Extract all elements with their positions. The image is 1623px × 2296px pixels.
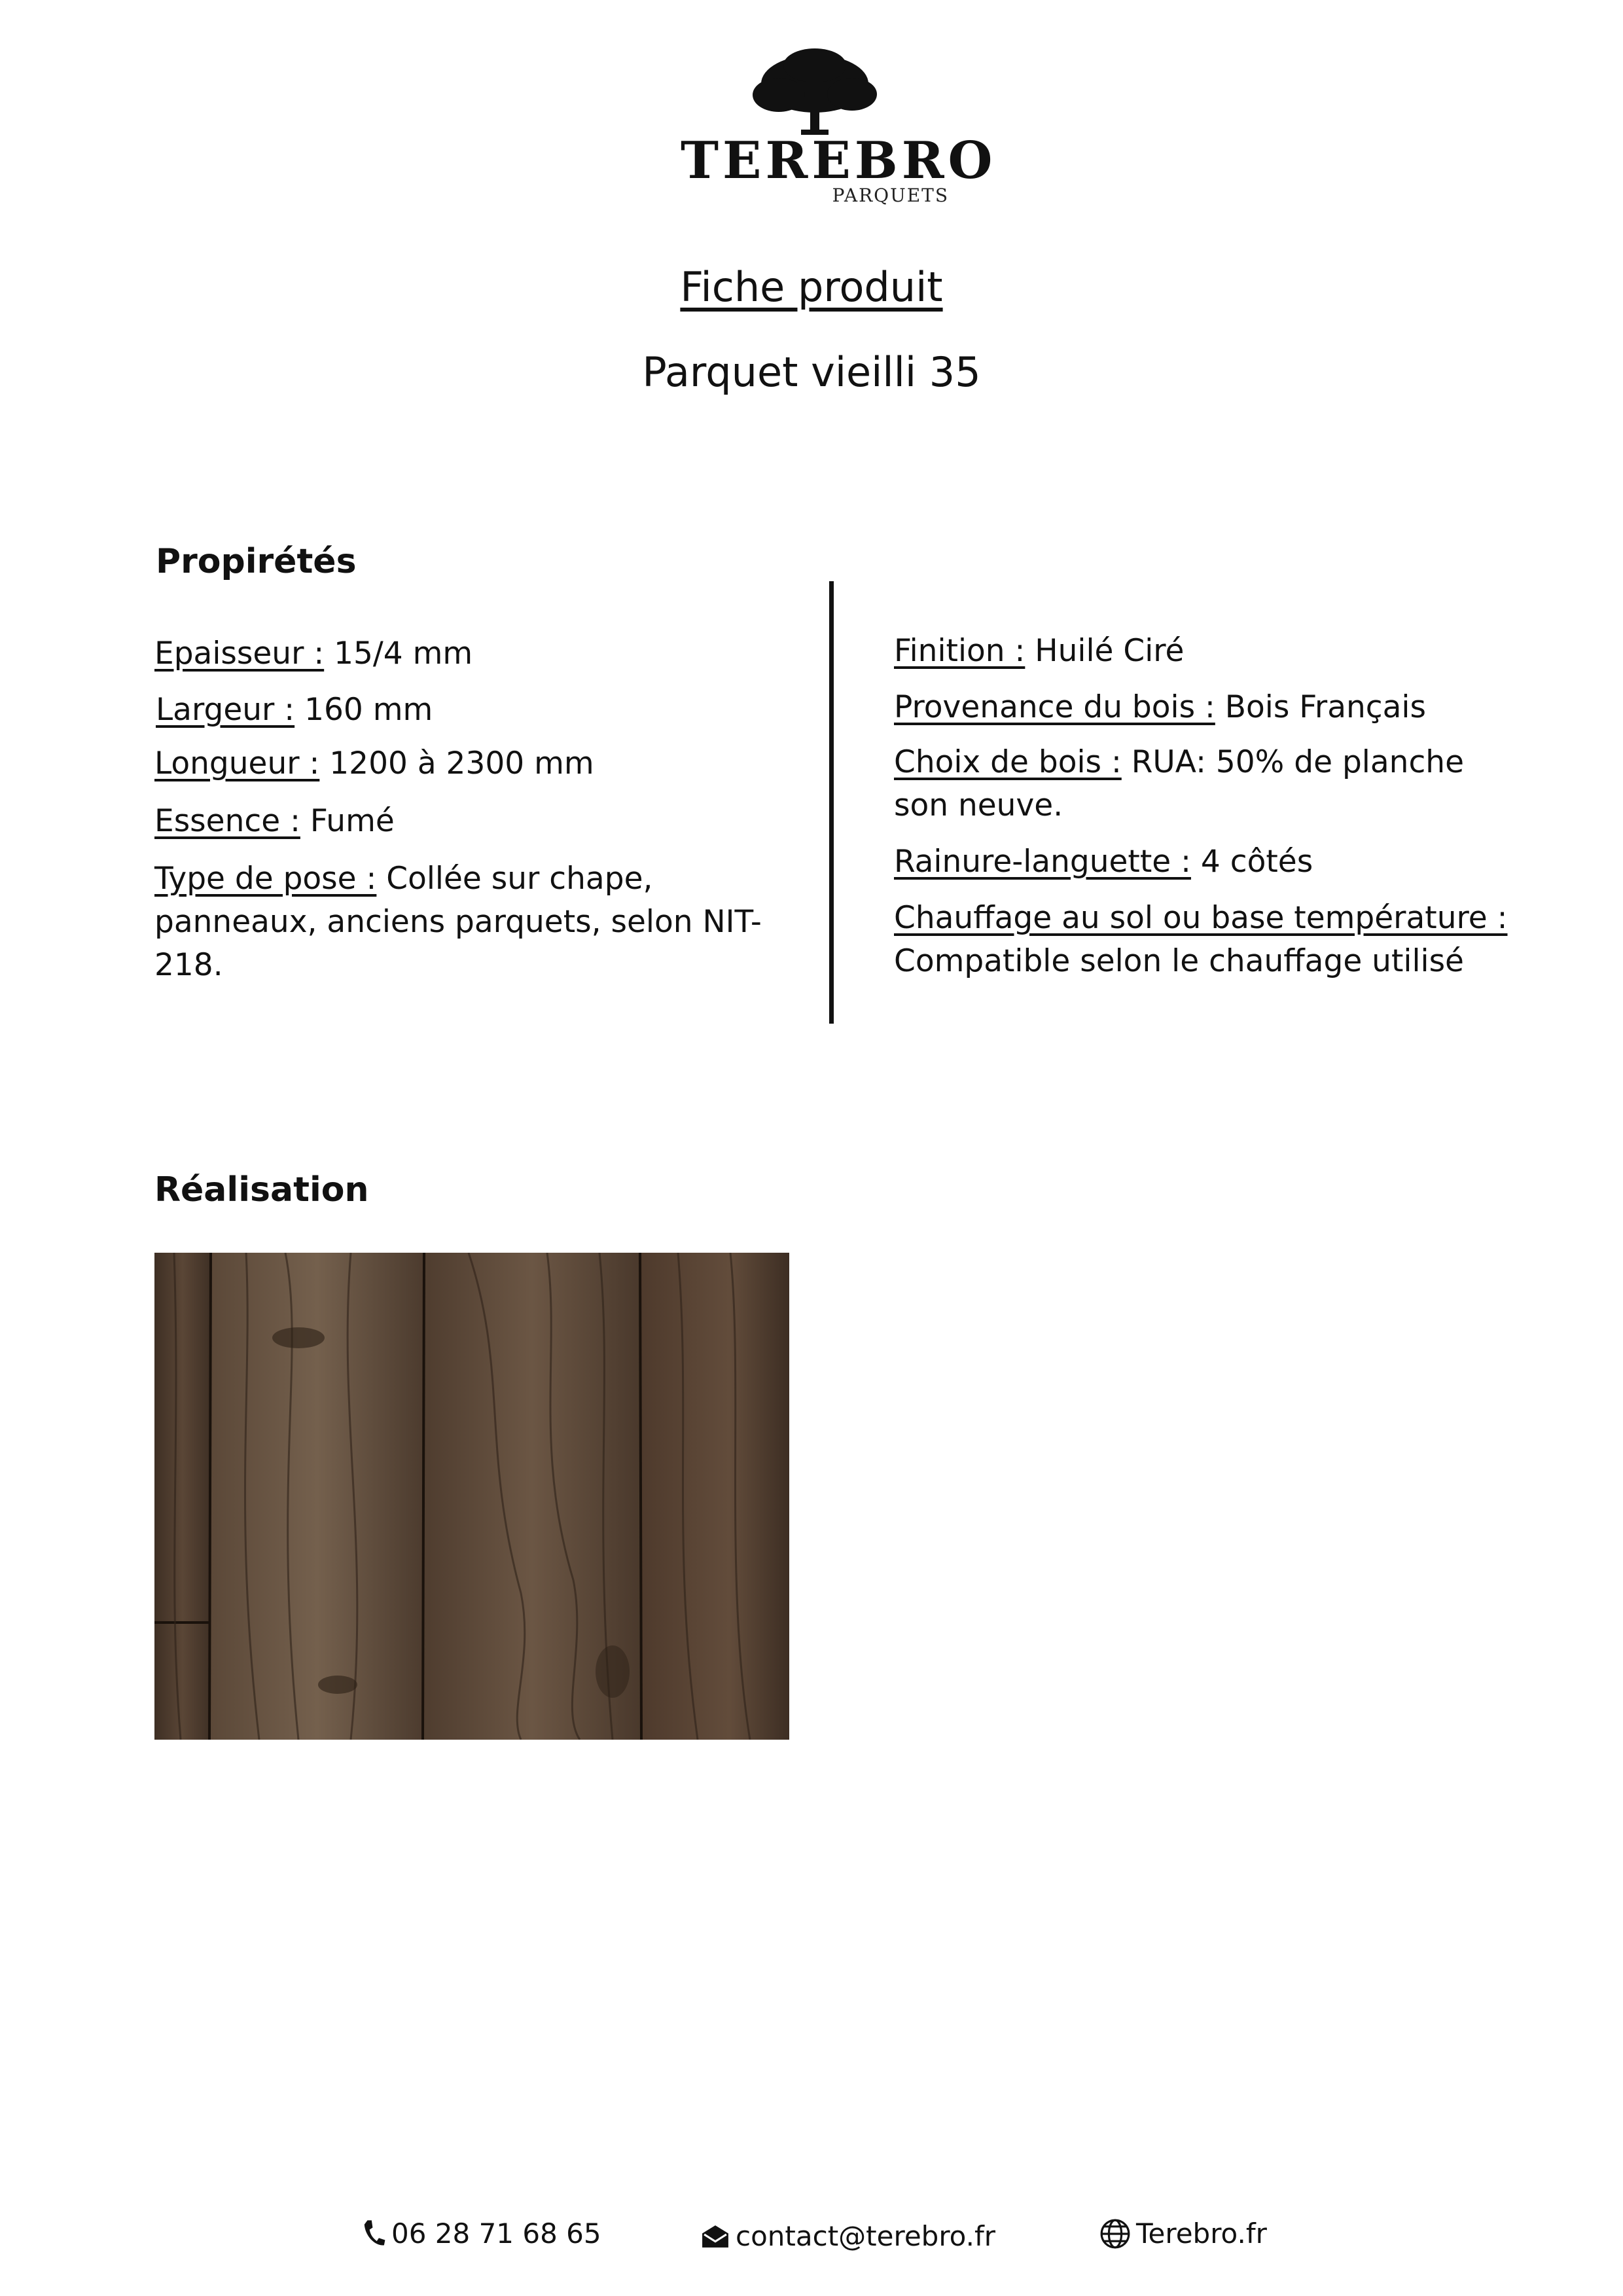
footer-website[interactable] <box>1099 2217 1267 2250</box>
property-label: Provenance du bois : <box>894 689 1215 725</box>
brand-subtitle: PARQUETS <box>832 185 949 206</box>
property-rainure-languette <box>894 840 1548 884</box>
property-value: 160 mm <box>294 692 433 728</box>
property-value: Huilé Ciré <box>1025 633 1185 669</box>
property-largeur <box>156 689 804 732</box>
property-choix-de-bois <box>894 741 1483 827</box>
property-value: 1200 à 2300 mm <box>319 745 594 781</box>
website-link: Terebro.fr <box>1136 2217 1267 2250</box>
property-provenance <box>894 686 1548 729</box>
property-value: Bois Français <box>1215 689 1426 725</box>
property-value: Collée sur chape, panneaux, anciens parquets, selon NIT-218. <box>154 861 762 983</box>
property-chauffage <box>894 897 1555 983</box>
document-title: Fiche produit <box>680 263 943 311</box>
property-value: Compatible selon le chauffage utilisé <box>894 943 1464 979</box>
property-epaisseur <box>154 632 802 675</box>
property-label: Longueur : <box>154 745 320 781</box>
property-value: 15/4 mm <box>324 636 473 672</box>
property-longueur <box>154 742 802 785</box>
property-label: Largeur : <box>156 692 295 728</box>
product-name: Parquet vieilli 35 <box>642 348 981 396</box>
envelope-icon <box>700 2223 730 2250</box>
footer-email[interactable] <box>700 2220 995 2252</box>
tree-icon <box>681 46 949 137</box>
property-type-de-pose <box>154 857 802 987</box>
property-label: Finition : <box>894 633 1026 669</box>
property-label: Chauffage au sol ou base température : <box>894 900 1508 936</box>
properties-heading: Propirétés <box>156 542 357 581</box>
phone-number: 06 28 71 68 65 <box>391 2217 601 2250</box>
footer-phone[interactable] <box>361 2217 601 2250</box>
property-label: Essence : <box>154 803 300 839</box>
brand-logo <box>681 46 997 209</box>
column-divider <box>829 581 834 1024</box>
property-label: Rainure-languette : <box>894 844 1191 880</box>
property-label: Epaisseur : <box>154 636 325 672</box>
wood-floor-photo <box>154 1253 789 1740</box>
phone-icon <box>361 2218 386 2250</box>
property-value: Fumé <box>300 803 395 839</box>
property-label: Choix de bois : <box>894 744 1122 780</box>
realisation-heading: Réalisation <box>154 1170 369 1210</box>
brand-name: TEREBRO <box>681 131 997 190</box>
property-finition <box>894 630 1548 673</box>
property-value: RUA: 50% de planche son neuve. <box>894 744 1465 823</box>
globe-icon <box>1099 2218 1131 2250</box>
email-address: contact@terebro.fr <box>736 2220 996 2252</box>
property-label: Type de pose : <box>154 861 377 897</box>
property-value: 4 côtés <box>1190 844 1313 880</box>
property-essence <box>154 800 802 843</box>
